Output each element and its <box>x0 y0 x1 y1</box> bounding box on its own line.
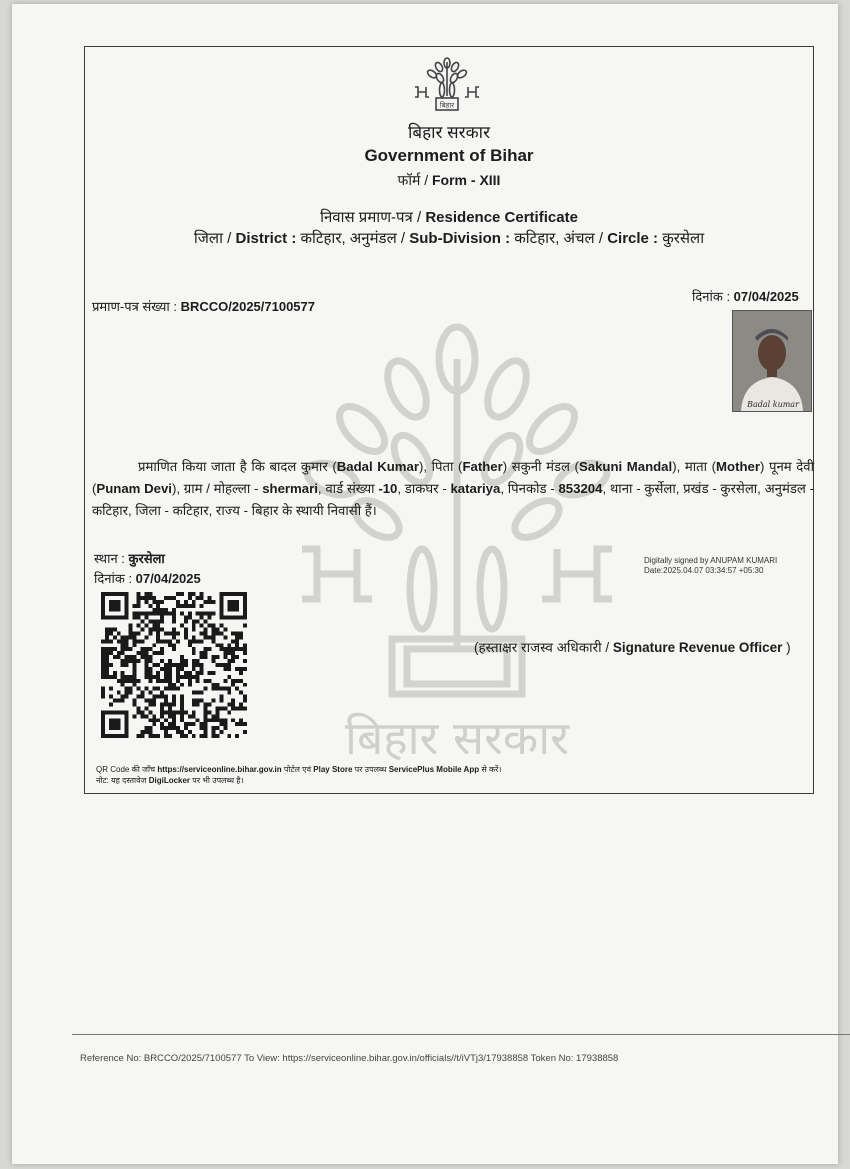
place-label: स्थान : <box>94 551 129 566</box>
qr-verification-note <box>96 764 501 786</box>
footer-divider <box>72 1034 850 1035</box>
signature-hi: (हस्ताक्षर राजस्व अधिकारी / <box>474 640 613 655</box>
english-title: Government of Bihar <box>364 146 534 165</box>
body-text-8: , डाकघर - <box>397 481 451 496</box>
subdivision-label: Sub-Division : <box>409 230 515 247</box>
certificate-number <box>92 297 315 315</box>
district-label: District : <box>235 230 301 247</box>
bihar-emblem-icon <box>412 56 482 118</box>
circle-label: Circle : <box>607 230 663 247</box>
body-text-3: ) सकुनी मंडल ( <box>502 459 579 474</box>
document-page <box>12 4 838 1164</box>
person-photo-icon <box>733 311 811 411</box>
issue-date-label: दिनांक : <box>692 289 734 304</box>
district-hi: जिला / <box>193 230 236 247</box>
body-text-10: , थाना - कुर्सेला, प्रखंड - कुरसेला, अनुमंडल - कटिहार, जिला - कटिहार, राज्य - बिहार के स्थायी निवासी हैं। <box>92 481 815 518</box>
body-text-6: ), ग्राम / मोहल्ला - <box>171 481 263 496</box>
body-text-9: , पिनकोड - <box>500 481 559 496</box>
cert-title-hi: निवास प्रमाण-पत्र / <box>320 209 426 226</box>
verification-url: https://serviceonline.bihar.gov.in <box>157 765 282 774</box>
digital-sign-name: Digitally signed by ANUPAM KUMARI <box>644 556 778 565</box>
photo-caption: Badal kumar <box>747 400 799 409</box>
note-text-b: पर भी उपलब्ध है। <box>190 776 244 785</box>
note-text-a: नोट: यह दस्तावेज <box>96 776 149 785</box>
place-value: कुरसेला <box>128 551 165 566</box>
hindi-title: बिहार सरकार <box>407 123 491 142</box>
applicant-photo <box>732 310 812 412</box>
qr-note-text-a: QR Code की जाँच <box>96 765 158 774</box>
body-text-5: ) पूनम देवी ( <box>92 459 814 496</box>
issue-date <box>692 287 799 305</box>
pincode: 853204 <box>558 481 603 496</box>
digilocker-label: DigiLocker <box>148 776 191 785</box>
signature-officer <box>474 638 791 656</box>
cert-title-en: Residence Certificate <box>425 209 578 226</box>
father-label: Father <box>462 459 503 474</box>
mother-label: Mother <box>716 459 760 474</box>
post-office: katariya <box>450 481 501 496</box>
mother-name: Punam Devi <box>96 481 172 496</box>
form-title <box>84 171 814 190</box>
body-text-7: , वार्ड संख्या <box>317 481 379 496</box>
qr-note-line-2 <box>96 775 501 786</box>
qr-note-line-1 <box>96 764 501 775</box>
digital-sign-date: Date:2025.04.07 03:34:57 +05:30 <box>644 566 764 575</box>
body-text-2: ), पिता ( <box>418 459 463 474</box>
cert-no-value: BRCCO/2025/7100577 <box>180 299 315 314</box>
district-line <box>84 228 814 248</box>
form-label-hi: फॉर्म / <box>397 172 432 188</box>
sign-date <box>94 569 201 587</box>
sign-date-label: दिनांक : <box>94 571 136 586</box>
form-number: Form - XIII <box>432 172 501 188</box>
qr-code <box>100 592 248 738</box>
village-name: shermari <box>262 481 318 496</box>
signature-close: ) <box>782 640 791 655</box>
ward-number: -10 <box>378 481 398 496</box>
certificate-body <box>92 456 814 522</box>
body-text-4: ), माता ( <box>672 459 717 474</box>
place <box>94 549 165 567</box>
emblem-label: बिहार <box>439 101 455 110</box>
sign-date-value: 07/04/2025 <box>135 571 201 586</box>
cert-no-label: प्रमाण-पत्र संख्या : <box>92 299 181 314</box>
play-store-label: Play Store <box>313 765 353 774</box>
watermark-text: बिहार सरकार <box>345 711 569 765</box>
qr-note-text-c: पर उपलब्ध <box>352 765 389 774</box>
applicant-name: Badal Kumar <box>336 459 419 474</box>
father-name: Sakuni Mandal <box>578 459 673 474</box>
app-name: ServicePlus Mobile App <box>388 765 480 774</box>
reference-line: Reference No: BRCCO/2025/7100577 To View: https://serviceonline.bihar.gov.in/officials//t/iVTj3/17938858 Token No: 17938858 <box>80 1053 619 1064</box>
circle-value: कुरसेला <box>662 230 705 247</box>
subdivision-value: कटिहार, अंचल / <box>514 230 608 247</box>
certificate-title <box>84 207 814 227</box>
issue-date-value: 07/04/2025 <box>733 289 799 304</box>
qr-note-text-b: पोर्टल एवं <box>281 765 314 774</box>
qr-note-text-d: से करें। <box>479 765 502 774</box>
signature-en: Signature Revenue Officer <box>612 640 783 655</box>
digital-signature <box>644 556 777 576</box>
district-value: कटिहार, अनुमंडल / <box>300 230 410 247</box>
body-text-1: प्रमाणित किया जाता है कि बादल कुमार ( <box>138 459 337 474</box>
